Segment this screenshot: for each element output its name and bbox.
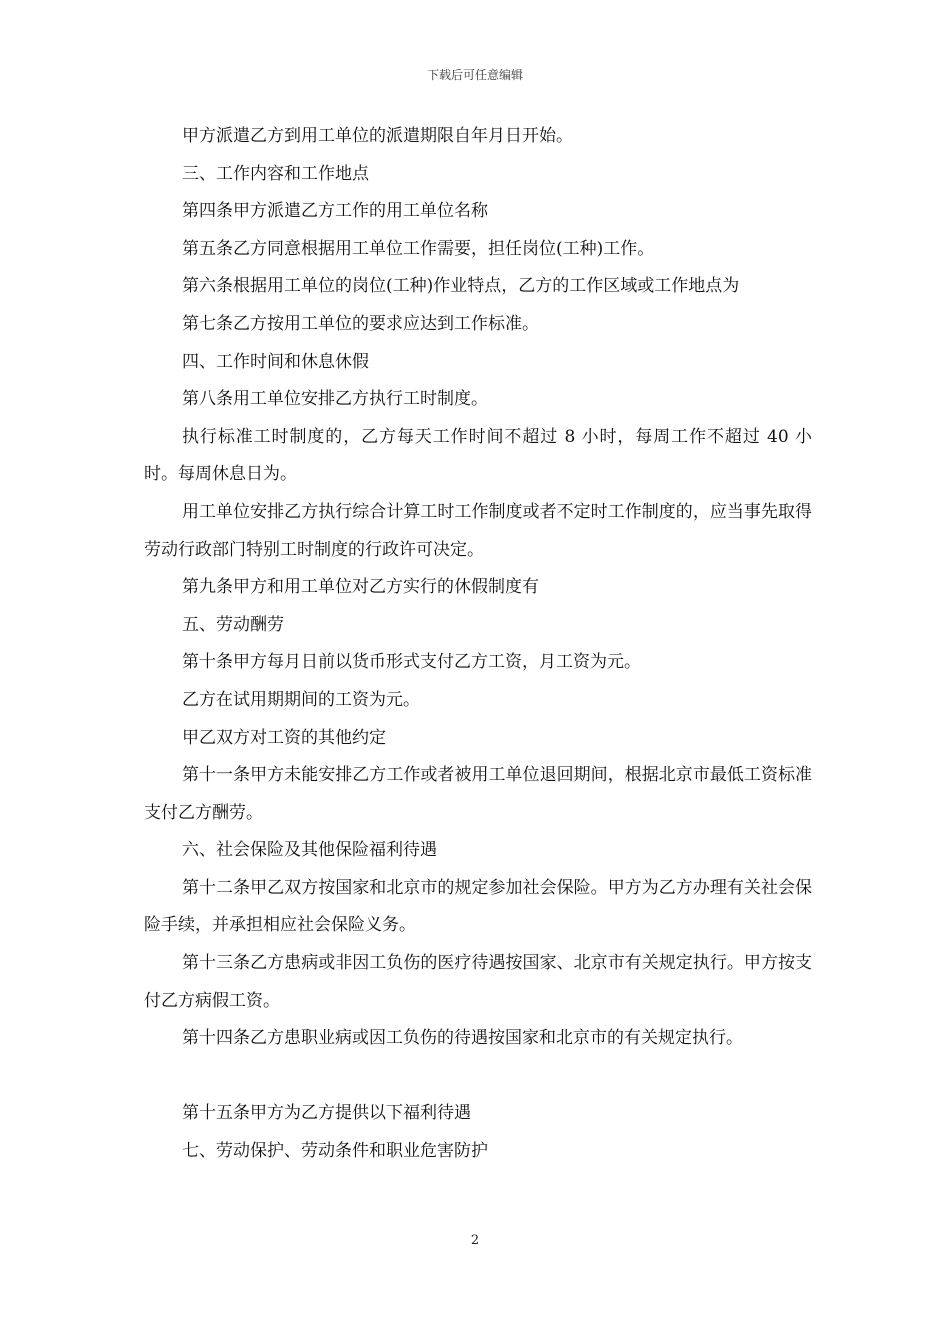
section-heading: 四、工作时间和休息休假 — [182, 351, 369, 372]
paragraph: 第五条乙方同意根据用工单位工作需要，担任岗位(工种)工作。 — [182, 238, 655, 259]
paragraph: 第六条根据用工单位的岗位(工种)作业特点，乙方的工作区域或工作地点为 — [182, 276, 740, 297]
paragraph: 执行标准工时制度的，乙方每天工作时间不超过 8 小时，每周工作不超过 40 小时。每周休息日为。 — [144, 426, 812, 485]
paragraph: 甲方派遣乙方到用工单位的派遣期限自年月日开始。 — [182, 126, 573, 146]
section-heading: 五、劳动酬劳 — [182, 614, 284, 635]
paragraph: 第八条用工单位安排乙方执行工时制度。 — [182, 389, 488, 410]
paragraph: 甲乙双方对工资的其他约定 — [182, 727, 386, 748]
paragraph: 第七条乙方按用工单位的要求应达到工作标准。 — [182, 313, 539, 334]
paragraph: 第十一条甲方未能安排乙方工作或者被用工单位退回期间，根据北京市最低工资标准支付乙方酬劳。 — [144, 765, 812, 823]
paragraph: 第十二条甲乙双方按国家和北京市的规定参加社会保险。甲方为乙方办理有关社会保险手续，并承担相应社会保险义务。 — [144, 877, 812, 936]
paragraph: 第九条甲方和用工单位对乙方实行的休假制度有 — [182, 577, 539, 598]
paragraph: 第十五条甲方为乙方提供以下福利待遇 — [182, 1103, 471, 1124]
document-body — [144, 118, 812, 1171]
page-header: 下载后可任意编辑 — [426, 68, 523, 82]
blank-line — [144, 1058, 812, 1096]
section-heading: 六、社会保险及其他保险福利待遇 — [182, 840, 437, 861]
paragraph: 第十三条乙方患病或非因工负伤的医疗待遇按国家、北京市有关规定执行。甲方按支付乙方病假工资。 — [144, 953, 812, 1011]
paragraph: 第十条甲方每月日前以货币形式支付乙方工资，月工资为元。 — [182, 652, 641, 673]
paragraph: 乙方在试用期期间的工资为元。 — [182, 689, 420, 710]
paragraph: 第十四条乙方患职业病或因工负伤的待遇按国家和北京市的有关规定执行。 — [182, 1028, 743, 1049]
paragraph: 第四条甲方派遣乙方工作的用工单位名称 — [182, 201, 488, 222]
page-number: 2 — [470, 1233, 480, 1248]
section-heading: 七、劳动保护、劳动条件和职业危害防护 — [182, 1141, 488, 1162]
section-heading: 三、工作内容和工作地点 — [182, 163, 369, 184]
paragraph: 用工单位安排乙方执行综合计算工时工作制度或者不定时工作制度的，应当事先取得劳动行政部门特别工时制度的行政许可决定。 — [144, 501, 812, 560]
